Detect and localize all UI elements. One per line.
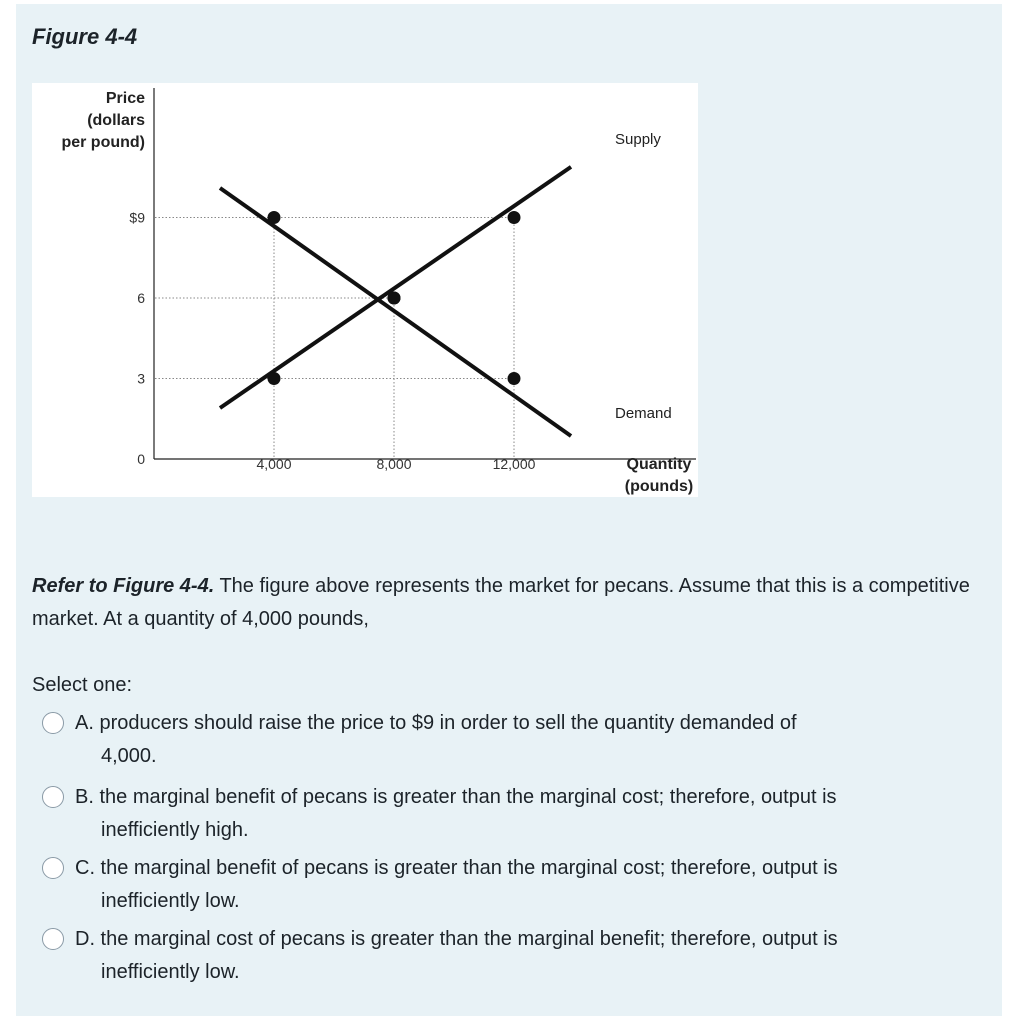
y-axis-label-line-1: Price [105,90,145,107]
demand-point-2 [388,292,401,305]
question-figure-ref: Refer to Figure 4-4. [32,575,215,597]
option-b-line2: inefficiently high. [101,819,249,841]
x-tick-label-12000: 12,000 [492,456,536,472]
option-a-line2: 4,000. [101,745,157,767]
radio-c[interactable] [42,857,64,879]
figure-title: Figure 4-4 [32,24,138,49]
x-axis-label-line-1: Quantity [626,456,692,473]
chart-svg [32,83,698,497]
question-body: The figure above represents the market for pecans. Assume that this is a competitive market. At a quantity of 4,000 pounds, [32,575,970,630]
supply-label: Supply [615,131,661,148]
radio-a[interactable] [42,712,64,734]
y-tick-label-3: 3 [137,370,145,387]
option-c-line1: C. the marginal benefit of pecans is greater than the marginal cost; therefore, output is [75,857,838,879]
option-d-line2: inefficiently low. [101,961,240,983]
demand-point-3 [508,372,521,385]
option-a-line1: A. producers should raise the price to $9 in order to sell the quantity demanded of [75,712,797,734]
supply-demand-chart [32,83,698,497]
demand-curve [220,188,571,436]
y-tick-label-0: 0 [137,451,145,467]
y-tick-label-9: $9 [129,209,145,226]
x-axis-label-line-2: (pounds) [624,478,694,495]
demand-point-1 [268,211,281,224]
x-tick-label-8000: 8,000 [376,456,412,472]
supply-point-1 [268,372,281,385]
y-tick-label-6: 6 [137,290,145,306]
option-c-line2: inefficiently low. [101,890,240,912]
x-tick-label-4000: 4,000 [256,456,292,472]
option-d-line1: D. the marginal cost of pecans is greater than the marginal benefit; therefore, output is [75,928,838,950]
radio-d[interactable] [42,928,64,950]
supply-point-3 [508,211,521,224]
supply-curve [220,167,571,408]
radio-b[interactable] [42,786,64,808]
select-one-label: Select one: [32,674,133,696]
y-axis-label-line-3: per pound) [61,134,145,151]
option-b-line1: B. the marginal benefit of pecans is greater than the marginal cost; therefore, output is [75,786,837,808]
question-text [32,570,972,636]
demand-label: Demand [615,405,672,422]
y-axis-label-line-2: (dollars [87,112,145,129]
